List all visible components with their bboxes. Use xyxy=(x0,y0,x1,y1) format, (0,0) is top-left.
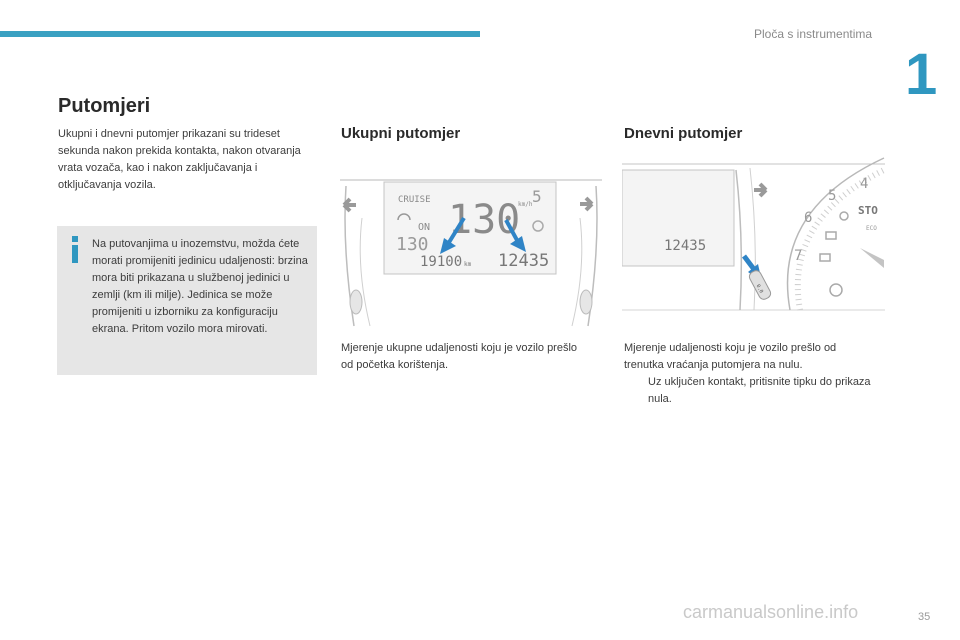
info-box xyxy=(57,226,317,375)
watermark: carmanualsonline.info xyxy=(683,602,859,622)
trip-reset-button-label: 0.0 xyxy=(754,283,765,295)
left-turn-icon xyxy=(344,199,356,211)
gear-indicator: 5 xyxy=(532,187,542,206)
gauge-label-6: 6 xyxy=(804,210,813,226)
page-title: Putomjeri xyxy=(58,95,151,117)
gauge-label-7: 7 xyxy=(794,248,803,264)
trip-value: 19100 xyxy=(420,254,463,270)
trip-odometer-title: Dnevni putomjer xyxy=(624,125,743,142)
trip-odometer-description-block xyxy=(624,340,874,408)
right-stalk-button xyxy=(580,290,592,314)
gauge-label-5: 5 xyxy=(828,188,837,204)
bullet-icon xyxy=(624,374,648,408)
speed-unit: km/h xyxy=(518,201,533,208)
page-number: 35 xyxy=(918,611,931,623)
headlight-icon xyxy=(826,232,836,239)
info-icon xyxy=(71,236,79,263)
cruise-label: CRUISE xyxy=(398,195,431,205)
cruise-on-label: ON xyxy=(418,222,431,233)
total-odometer-description: Mjerenje ukupne udaljenosti koju je vozilo prešlo od početka korištenja. xyxy=(341,342,578,371)
section-title: Ploča s instrumentima xyxy=(754,27,873,41)
brake-warning-icon xyxy=(830,284,842,296)
needle xyxy=(860,248,884,268)
intro-text: Ukupni i dnevni putomjer prikazani su trideset sekunda nakon prekida kontakta, nakon otvaranja vrata vozača, kao i nakon zaključavanja i otključavanja vozila. xyxy=(58,128,301,191)
set-speed-value: 130 xyxy=(396,234,429,255)
total-odometer-title: Ukupni putomjer xyxy=(341,125,461,142)
stop-start-label: STO xyxy=(858,204,878,217)
speed-value: 130 xyxy=(448,197,521,243)
trip-odometer-illustration xyxy=(622,150,885,330)
right-turn-icon xyxy=(580,198,592,210)
total-value: 12435 xyxy=(498,251,550,271)
instruction-step-text: Uz uključen kontakt, pritisnite tipku do prikaza nula. xyxy=(648,376,871,405)
trip-total-value: 12435 xyxy=(664,238,707,254)
trip-odometer-description: Mjerenje udaljenosti koju je vozilo prešlo od trenutka vraćanja putomjera na nulu. xyxy=(624,342,837,371)
top-accent-bar xyxy=(0,31,480,37)
chapter-number: 1 xyxy=(905,42,938,107)
instruction-step xyxy=(624,374,874,408)
gauge-label-4: 4 xyxy=(860,176,869,192)
left-stalk-button xyxy=(350,290,362,314)
trip-right-turn-icon xyxy=(754,184,766,196)
trip-unit: km xyxy=(464,261,472,268)
foglight-icon xyxy=(820,254,830,261)
eco-label: ECO xyxy=(866,225,877,232)
lights-icon xyxy=(840,212,848,220)
total-odometer-illustration xyxy=(340,158,602,330)
info-box-text: Na putovanjima u inozemstvu, možda ćete morati promijeniti jedinicu udaljenosti: brzina mora biti prikazana u službenoj jedinici u zemlji (km ili milje). Jedinica se može promijeniti u izborniku za konfiguraciju ekrana. Pritom vozilo mora mirovati. xyxy=(92,238,308,335)
